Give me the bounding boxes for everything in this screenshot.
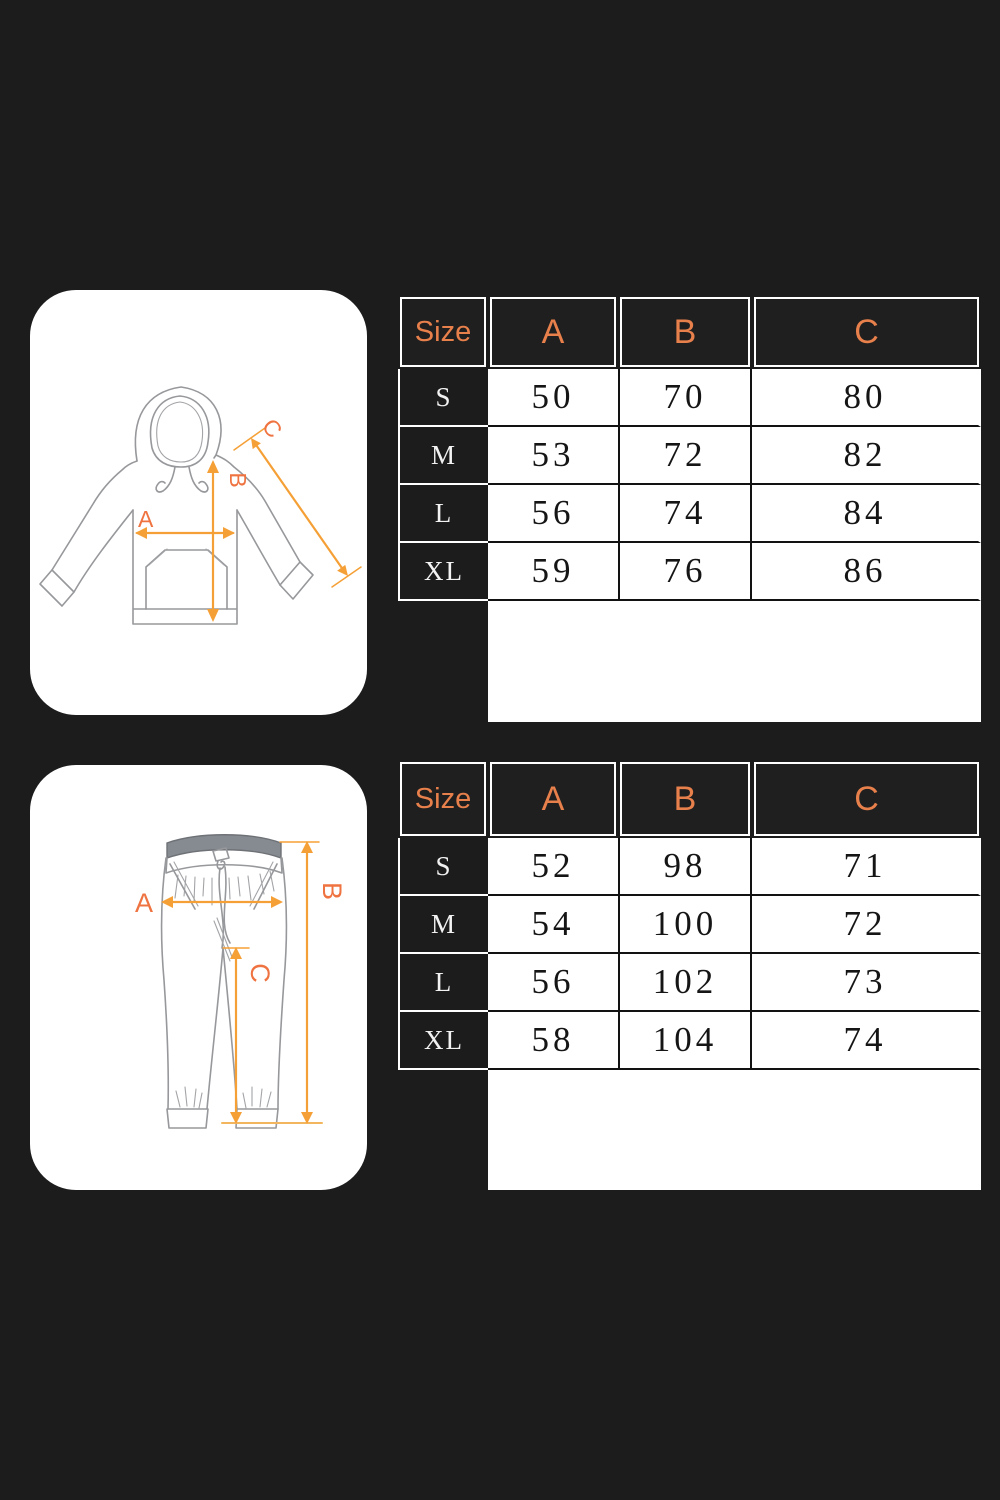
hoodie-size-table [398, 295, 981, 722]
cell-a: 54 [488, 896, 618, 954]
table-row [398, 954, 981, 1012]
cell-size: L [398, 485, 488, 543]
table-row [398, 369, 981, 427]
cell-size: L [398, 954, 488, 1012]
cell-size: S [398, 838, 488, 896]
cell-b: 102 [618, 954, 752, 1012]
pants-label-a: A [135, 888, 154, 918]
hoodie-dimension-b [207, 460, 251, 622]
header-cell-size: Size [398, 295, 488, 369]
table-row [398, 838, 981, 896]
cell-size: XL [398, 1012, 488, 1070]
table-row [398, 427, 981, 485]
cell-c: 84 [752, 485, 981, 543]
hoodie-dimension-c [234, 414, 361, 587]
cell-c: 73 [752, 954, 981, 1012]
header-cell-b: B [618, 295, 752, 369]
cell-size: M [398, 427, 488, 485]
header-cell-c: C [752, 295, 981, 369]
header-cell-c: C [752, 760, 981, 838]
cell-c: 80 [752, 369, 981, 427]
cell-a: 56 [488, 485, 618, 543]
cell-size: M [398, 896, 488, 954]
cell-c: 72 [752, 896, 981, 954]
cell-size: XL [398, 543, 488, 601]
hoodie-table-header [398, 295, 981, 369]
cell-a: 56 [488, 954, 618, 1012]
header-cell-size: Size [398, 760, 488, 838]
cell-a: 50 [488, 369, 618, 427]
cell-c: 86 [752, 543, 981, 601]
cell-a: 58 [488, 1012, 618, 1070]
hoodie-label-a: A [138, 506, 154, 532]
pants-illustration [30, 765, 367, 1190]
table-empty-area [488, 1070, 981, 1190]
cell-c: 74 [752, 1012, 981, 1070]
pants-table-header [398, 760, 981, 838]
header-cell-b: B [618, 760, 752, 838]
cell-size: S [398, 369, 488, 427]
cell-b: 70 [618, 369, 752, 427]
cell-c: 82 [752, 427, 981, 485]
cell-c: 71 [752, 838, 981, 896]
header-cell-a: A [488, 760, 618, 838]
table-empty-area [488, 601, 981, 722]
cell-a: 53 [488, 427, 618, 485]
hoodie-label-b: B [225, 472, 251, 488]
header-cell-a: A [488, 295, 618, 369]
hoodie-card [30, 290, 367, 715]
table-row [398, 1012, 981, 1070]
cell-b: 74 [618, 485, 752, 543]
hoodie-label-c: C [256, 413, 288, 443]
pants-card [30, 765, 367, 1190]
cell-b: 100 [618, 896, 752, 954]
pants-size-table [398, 760, 981, 1190]
pants-dimension-a [135, 888, 283, 918]
hoodie-illustration [30, 290, 367, 715]
cell-b: 98 [618, 838, 752, 896]
cell-b: 72 [618, 427, 752, 485]
pants-label-b: B [317, 881, 347, 901]
table-row [398, 485, 981, 543]
table-row [398, 896, 981, 954]
cell-a: 59 [488, 543, 618, 601]
pants-label-c: C [245, 963, 275, 983]
cell-b: 104 [618, 1012, 752, 1070]
cell-a: 52 [488, 838, 618, 896]
hoodie-dimension-a [135, 506, 235, 539]
table-row [398, 543, 981, 601]
cell-b: 76 [618, 543, 752, 601]
